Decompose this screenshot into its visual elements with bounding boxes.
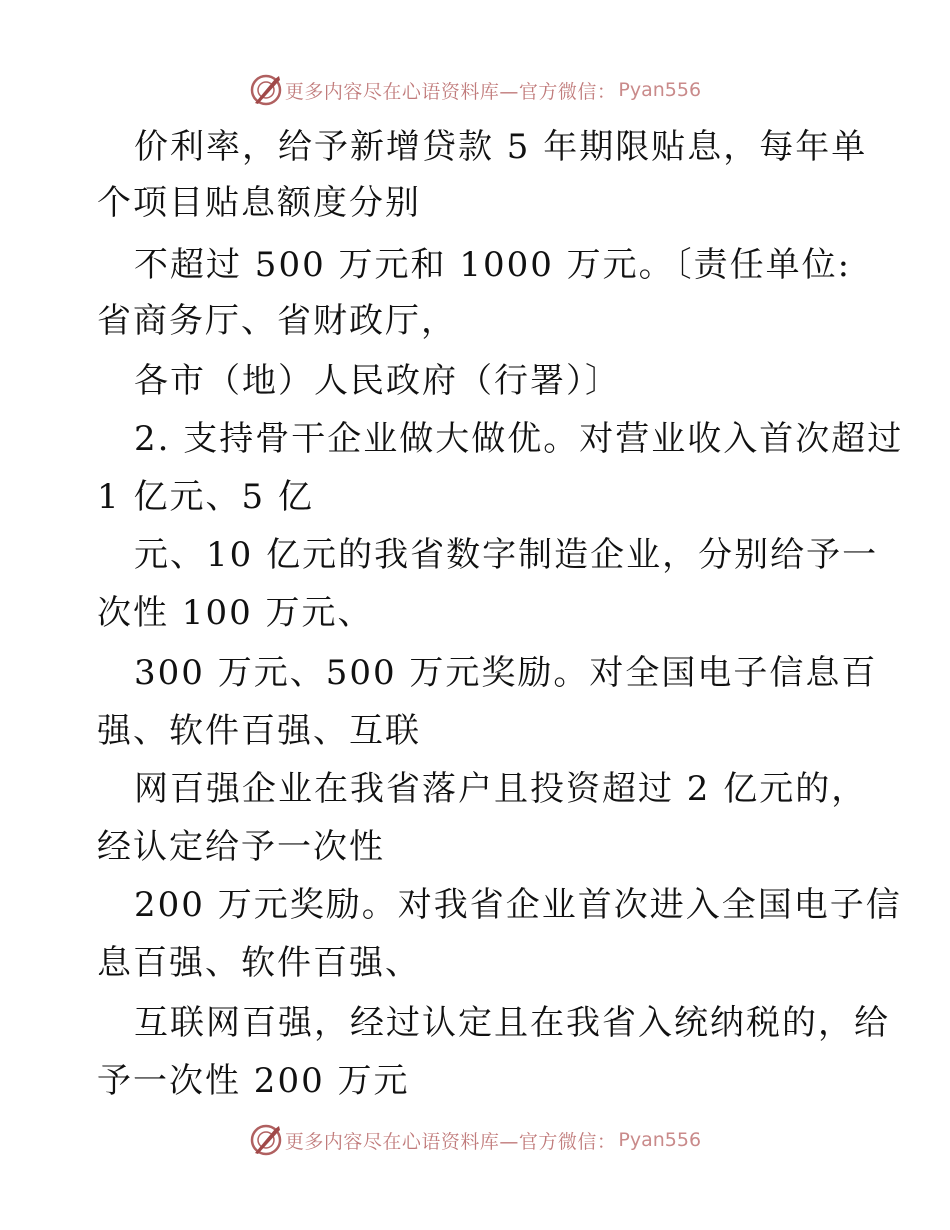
text-line: 元、10 亿元的我省数字制造企业，分别给予一 bbox=[134, 535, 879, 575]
text-line: 1 亿元、5 亿 bbox=[97, 477, 314, 517]
text-line: 价利率，给予新增贷款 5 年期限贴息，每年单 bbox=[134, 127, 868, 167]
watermark-header bbox=[0, 70, 950, 110]
watermark-brand: Pyan556 bbox=[618, 1129, 702, 1151]
watermark-brand: Pyan556 bbox=[618, 79, 702, 101]
text-line: 强、软件百强、互联 bbox=[97, 711, 421, 751]
text-line: 次性 100 万元、 bbox=[97, 593, 374, 633]
pen-logo-icon bbox=[249, 1123, 283, 1157]
watermark-text: 更多内容尽在心语资料库—官方微信： bbox=[284, 80, 617, 103]
text-line: 息百强、软件百强、 bbox=[97, 943, 421, 983]
text-line: 2. 支持骨干企业做大做优。对营业收入首次超过 bbox=[134, 419, 904, 459]
pen-logo-icon bbox=[249, 73, 283, 107]
watermark-footer bbox=[0, 1120, 950, 1160]
text-line: 互联网百强，经过认定且在我省入统纳税的，给 bbox=[134, 1003, 890, 1043]
text-line: 不超过 500 万元和 1000 万元。〔责任单位: bbox=[134, 245, 852, 285]
text-line: 经认定给予一次性 bbox=[97, 827, 385, 867]
text-line: 200 万元奖励。对我省企业首次进入全国电子信 bbox=[134, 885, 902, 925]
text-line: 省商务厅、省财政厅， bbox=[97, 301, 457, 341]
text-line: 各市（地）人民政府（行署）〕 bbox=[134, 361, 621, 401]
text-line: 予一次性 200 万元 bbox=[97, 1061, 410, 1101]
text-line: 个项目贴息额度分别 bbox=[97, 183, 421, 223]
text-line: 300 万元、500 万元奖励。对全国电子信息百 bbox=[134, 653, 878, 693]
watermark-text: 更多内容尽在心语资料库—官方微信： bbox=[284, 1130, 617, 1153]
text-line: 网百强企业在我省落户且投资超过 2 亿元的， bbox=[134, 769, 868, 809]
